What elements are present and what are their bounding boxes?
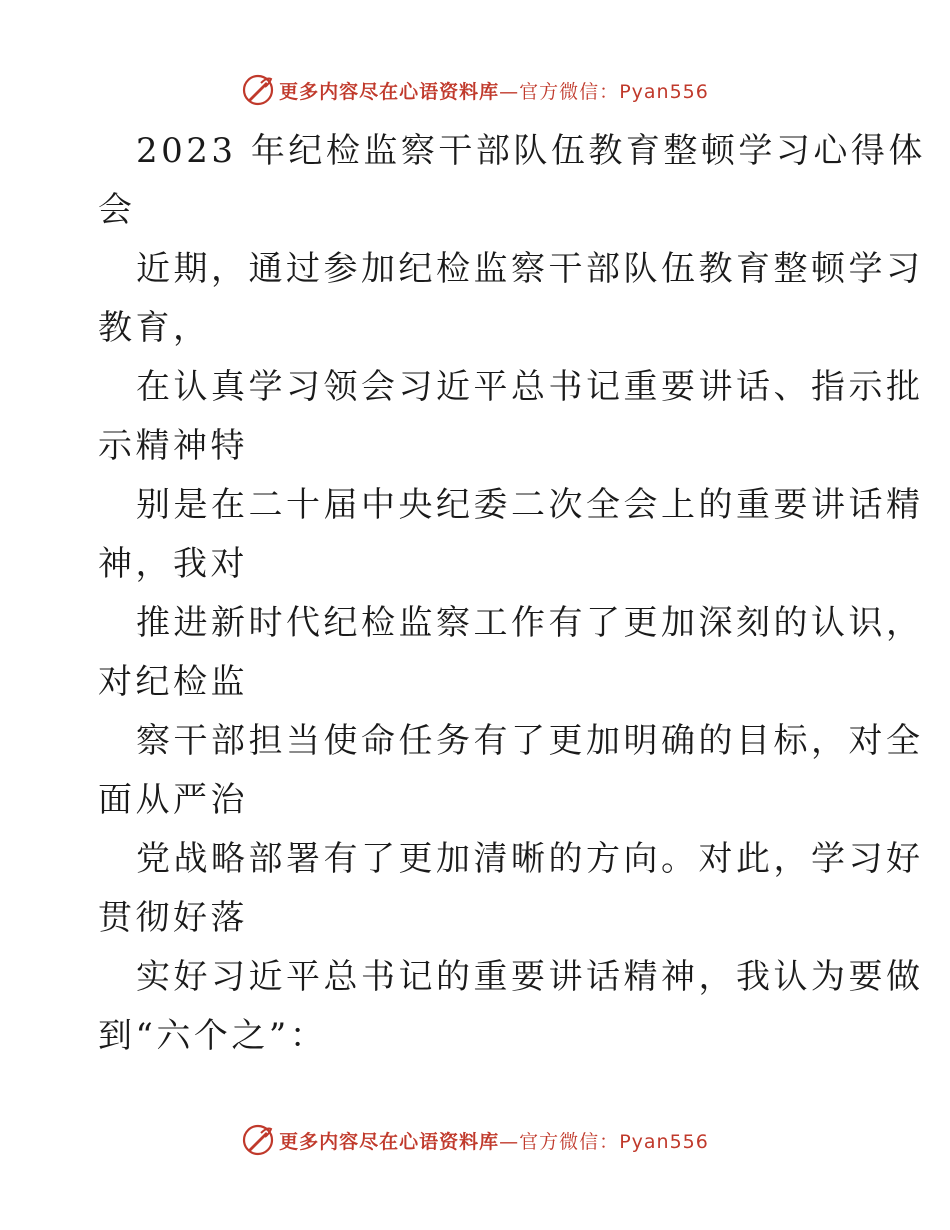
paragraph-line: 对纪检监	[98, 662, 248, 702]
paragraph-line: 党战略部署有了更加清晰的方向。对此，学习好	[136, 839, 924, 879]
paragraph-line: 近期，通过参加纪检监察干部队伍教育整顿学习	[136, 249, 924, 289]
pen-nib-icon	[241, 73, 275, 107]
banner-wechat-label: 官方微信：	[519, 1130, 620, 1153]
paragraph-line: 教育，	[98, 308, 211, 348]
paragraph-line: 示精神特	[98, 426, 248, 466]
paragraph-line: 在认真学习领会习近平总书记重要讲话、指示批	[136, 367, 924, 407]
document-body	[98, 122, 926, 1066]
paragraph-line: 神，我对	[98, 544, 248, 584]
banner-main-text: 更多内容尽在心语资料库	[279, 80, 500, 103]
title-line-1: 2023 年纪检监察干部队伍教育整顿学习心得体	[136, 131, 926, 171]
footer-banner	[0, 1120, 950, 1160]
banner-main-text: 更多内容尽在心语资料库	[279, 1130, 500, 1153]
banner-wechat-id: Pyan556	[619, 80, 709, 103]
banner-text	[279, 1127, 709, 1154]
paragraph-line: 察干部担当使命任务有了更加明确的目标，对全	[136, 721, 924, 761]
paragraph-line: 别是在二十届中央纪委二次全会上的重要讲话精	[136, 485, 924, 525]
banner-wechat-id: Pyan556	[619, 1130, 709, 1153]
paragraph-line: 面从严治	[98, 780, 248, 820]
paragraph-line: 贯彻好落	[98, 898, 248, 938]
banner-dash: —	[499, 1130, 520, 1153]
header-banner	[0, 70, 950, 110]
banner-dash: —	[499, 80, 520, 103]
paragraph-line: 到“六个之”：	[98, 1016, 328, 1056]
title-line-2: 会	[98, 190, 136, 230]
banner-text	[279, 77, 709, 104]
banner-wechat-label: 官方微信：	[519, 80, 620, 103]
pen-nib-icon	[241, 1123, 275, 1157]
paragraph-line: 推进新时代纪检监察工作有了更加深刻的认识，	[136, 603, 924, 643]
paragraph-line: 实好习近平总书记的重要讲话精神，我认为要做	[136, 957, 924, 997]
